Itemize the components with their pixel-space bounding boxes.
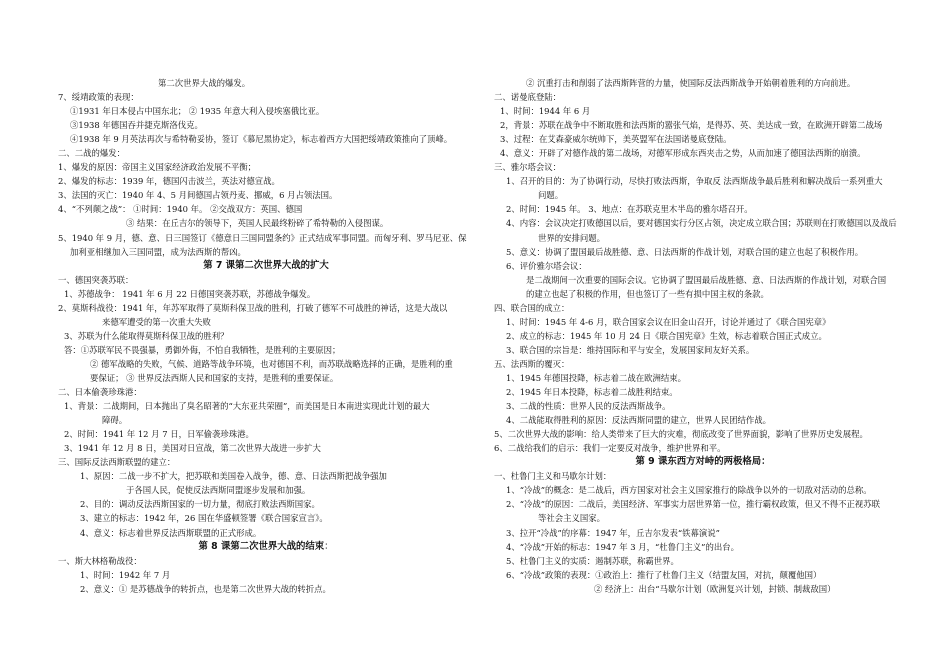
text-line: 五、法西斯的覆灭： (494, 358, 570, 369)
text-line: 等社会主义国家。 (538, 513, 605, 524)
text-line: 2、爆发的标志：1939 年，德国闪击波兰，英法对德宣战。 (58, 176, 280, 187)
text-line: 来德军遭受的第一次重大失败 (102, 316, 211, 327)
text-line: 1、1945 年德国投降，标志着二战在欧洲结束。 (506, 372, 687, 383)
text-line: 2、时间：1945 年。 3、地点：在苏联克里木半岛的雅尔塔召开。 (506, 204, 753, 215)
text-line: 4、“不列颠之战”： ①时间：1940 年。 ②交战双方：英国、德国 (58, 204, 303, 215)
text-line: 3、1941 年 12 月 8 日，美国对日宣战，第二次世界大战进一步扩大 (64, 443, 321, 454)
text-line: 3、拉开“冷战”的序幕：1947 年，丘吉尔发表“铁幕演说” (506, 527, 720, 538)
text-line: 一、杜鲁门主义和马歇尔计划： (494, 471, 612, 482)
text-line: 3、法国的灭亡：1940 年 4、5 月间德国占领丹麦、挪威，6 月占领法国。 (58, 190, 338, 201)
text-line: 4、意义：开辟了对德作战的第二战场，对德军形成东西夹击之势，从而加速了德国法西斯的崩溃。 (500, 148, 866, 159)
text-line: 二、诺曼底登陆： (494, 92, 561, 103)
lesson-heading (58, 259, 474, 273)
text-line: 1、时间：1942 年 7 月 (80, 569, 171, 580)
text-line: 2、意义：① 是苏德战争的转折点，也是第二次世界大战的转折点。 (80, 583, 331, 594)
text-line: 5、1940 年 9 月，德、意、日三国签订《德意日三国同盟条约》正式结成军事同盟。而匈牙利、罗马尼亚、保 (58, 232, 467, 243)
text-line: 1、时间：1945 年 4-6 月，联合国家会议在旧金山召开，讨论并通过了《联合国宪章》 (506, 316, 831, 327)
text-line: 三、国际反法西斯联盟的建立： (58, 457, 176, 468)
text-line: ③ 结果：在丘吉尔的领导下，英国人民最终粉碎了希特勒的入侵图谋。 (126, 218, 389, 229)
text-line: 三、雅尔塔会议： (494, 162, 561, 173)
text-line: 二、日本偷袭珍珠港： (58, 387, 142, 398)
text-line: 3、过程：在艾森豪威尔统帅下，美英盟军在法国诺曼底登陆。 (500, 134, 732, 145)
text-line: 2，背景：苏联在战争中不断取胜和法西斯的嚣张气焰，是得苏、英、美达成一致，在欧洲开辟第二战场 (500, 120, 883, 131)
text-line: 1、“冷战”的概念：是二战后，西方国家对社会主义国家推行的除战争以外的一切敌对活动的总称。 (506, 485, 872, 496)
lesson-heading-suffix: ： (324, 540, 334, 552)
text-line: 1、召开的目的：为了协调行动，尽快打败法西斯，争取反 法西斯战争最后胜利和解决战后一系列重大 (506, 176, 883, 187)
text-line: 4、二战能取得胜利的原因：反法西斯同盟的建立，世界人民团结作战。 (506, 415, 771, 426)
text-line: ② 经济上：出台“马歇尔计划（欧洲复兴计划，封锁、制裁敌国） (594, 583, 836, 594)
text-line: 四、联合国的成立： (494, 302, 570, 313)
text-line: 2、时间：1941 年 12 月 7 日，日军偷袭珍珠港。 (64, 429, 254, 440)
text-line: 6、“冷战”政策的表现：①政治上：推行了杜鲁门主义（结盟友国，对抗，颠覆他国） (506, 569, 822, 580)
text-line: 4、“冷战”开始的标志：1947 年 3 月，“杜鲁门主义”的出台。 (506, 541, 739, 552)
lesson-heading (58, 540, 474, 554)
text-line: 答：①苏联军民不畏强暴，勇御外侮，不怕自我牺牲，是胜利的主要原因； (64, 344, 341, 355)
text-line: 于各国人民，促使反法西斯同盟逐步发展和加强。 (126, 485, 311, 496)
text-line: 世界的安排问题。 (538, 232, 605, 243)
text-line: 1、时间：1944 年 6 月 (500, 106, 591, 117)
lesson-heading-text: 第 7 课第二次世界大战的扩大 (203, 259, 329, 271)
text-line: ④1938 年 9 月英法再次与希特勒妥协，签订《慕尼黑协定》，标志着西方大国把绥靖政策推向了顶峰。 (70, 134, 453, 145)
text-line: 1、苏德战争： 1941 年 6 月 22 日德国突袭苏联，苏德战争爆发。 (64, 288, 316, 299)
lesson-heading (494, 455, 912, 469)
text-line: 2、成立的标志：1945 年 10 月 24 日《联合国宪章》生效，标志着联合国正式成立。 (506, 330, 827, 341)
text-line: 加利亚相继加入三国同盟，成为法西斯的帮凶。 (70, 246, 246, 257)
lesson-heading-text: 第 8 课第二次世界大战的结束 (198, 540, 325, 552)
text-line: 2、1945 年日本投降，标志着二战胜利结束。 (506, 387, 678, 398)
text-line: 一、斯大林格勒战役： (58, 555, 142, 566)
text-line: 问题。 (538, 190, 564, 201)
text-line: 5、杜鲁门主义的实质：遏制苏联，称霸世界。 (506, 555, 679, 566)
text-line: 2、莫斯科战役：1941 年，年苏军取得了莫斯科保卫战的胜利，打破了德军不可战胜的神话，这是大战以 (58, 302, 448, 313)
text-line: 的建立也起了积极的作用，但也签订了一些有损中国主权的条款。 (526, 288, 769, 299)
text-line: 3、联合国的宗旨是：维持国际和平与安全，发展国家间友好关系。 (506, 344, 755, 355)
text-line: 要保证； ③ 世界反法西斯人民和国家的支持，是胜利的重要保证。 (90, 372, 339, 383)
text-line: 3、二战的性质：世界人民的反法西斯战争。 (506, 401, 671, 412)
text-line: ①1931 年日本侵占中国东北； ② 1935 年意大利入侵埃塞俄比亚。 (70, 106, 325, 117)
text-line: 第二次世界大战的爆发。 (158, 78, 251, 88)
text-line: 3、建立的标志：1942 年，26 国在华盛顿签署《联合国家宣言》。 (80, 513, 328, 524)
text-line: ② 沉重打击和削弱了法西斯阵营的力量，使国际反法西斯战争开始朝着胜利的方向前进。 (526, 78, 856, 88)
text-line: 障碍。 (102, 415, 128, 426)
text-line: 5、二次世界大战的影响：给人类带来了巨大的灾难，彻底改变了世界面貌，影响了世界历史发展程。 (494, 429, 868, 440)
text-line: 2、目的：调动反法西斯国家的一切力量，彻底打败法西斯国家。 (80, 499, 320, 510)
text-line: 二、二战的爆发： (58, 148, 125, 159)
lesson-heading-text: 第 9 课东西方对峙的两极格局： (635, 456, 771, 468)
text-line: 一、德国突袭苏联： (58, 274, 134, 285)
text-line: ② 德军战略的失败，气候、道路等战争环境，也对德国不利，而苏联战略选择的正确，是胜利的重 (90, 358, 453, 369)
left-column (58, 76, 474, 658)
text-line: 4、意义：标志着世界反法西斯联盟的正式形成。 (80, 527, 262, 538)
text-line: 4、内容：会议决定打败德国以后，要对德国实行分区占领，决定成立联合国；苏联则在打败德国以及战后 (506, 218, 897, 229)
text-line: 1、背景：二战期间，日本抛出了臭名昭著的“大东亚共荣圈”，而美国是日本南进实现此计划的最大 (64, 401, 430, 412)
text-line: ③1938 年德国吞并捷克斯洛伐克。 (70, 120, 203, 131)
text-line: 3、苏联为什么能取得莫斯科保卫战的胜利？ (64, 330, 229, 341)
text-line: 6、二战给我们的启示：我们一定要反对战争，维护世界和平。 (494, 443, 726, 454)
text-line: 1、爆发的原因：帝国主义国家经济政治发展不平衡； (58, 162, 256, 173)
text-line: 1、原因：二战一步不扩大，把苏联和美国卷入战争，德、意、日法西斯把战争强加 (80, 471, 387, 482)
text-line: 6、评价雅尔塔会议： (506, 260, 587, 271)
right-column (494, 76, 912, 658)
text-line: 是二战期间一次重要的国际会议。它协调了盟国最后战胜德、意、日法西斯的作战计划，对联合国 (526, 274, 887, 285)
text-line: 2、“冷战”的原因：二战后，美国经济、军事实力居世界第一位，推行霸权政策，但又不得不正视苏联 (506, 499, 881, 510)
text-line: 5、意义：协调了盟国最后战胜德、意、日法西斯的作战计划，对联合国的建立也起了积极作用。 (506, 246, 864, 257)
text-line: 7、绥靖政策的表现： (58, 92, 139, 103)
